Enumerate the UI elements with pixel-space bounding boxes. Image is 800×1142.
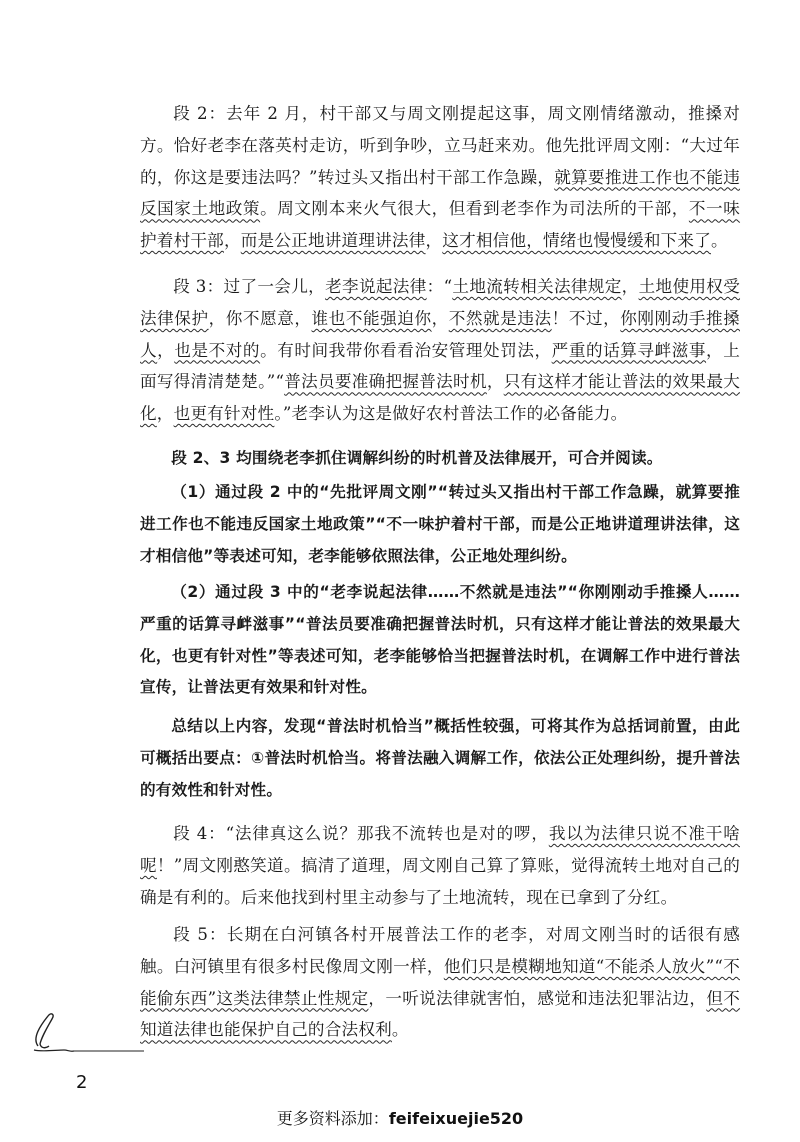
text-run: ， (157, 340, 175, 360)
wavy-underlined-text: 而是公正地讲道理讲法律 (240, 231, 426, 251)
text-run: 。 (711, 231, 728, 251)
text-run: 段 3：过了一会儿， (173, 277, 326, 296)
text-run: 段 5：长期在白河镇各村开展普法工作的老李，对周文刚当时的话很有感触。白河镇里有很多村民像周文刚一样， (140, 925, 740, 976)
page-number: 2 (76, 1072, 88, 1093)
text-run: ！”周文刚憨笑道。搞清了道理，周文刚自己算了算账，觉得流转土地对自己的确是有利的。后来他找到村里主动参与了土地流转，现在已拿到了分红。 (140, 855, 741, 907)
text-run: ，你不愿意， (208, 308, 312, 328)
text-run: 。有时间我带你看看治安管理处罚法， (260, 340, 552, 360)
wavy-underlined-text: 我以为法律只说不准干啥呢 (140, 824, 740, 875)
wavy-underlined-text: 谁也不能强迫你 (311, 308, 432, 328)
analysis-point-1: （1）通过段 2 中的“先批评周文刚”“转过头又指出村干部工作急躁，就算要推进工作也不能违反国家土地政策”“不一味护着村干部，而是公正地讲道理讲法律，这才相信他”等表述可知，老李能够依照法律，公正地处理纠纷。 (140, 483, 740, 565)
text-run: ！不过， (551, 308, 621, 328)
wavy-underlined-text: 也更有针对性 (173, 404, 275, 424)
wavy-underlined-text: 他们只是模糊地知道“不能杀人放火”“不能偷东西”这类法律禁止性规定 (140, 956, 740, 1008)
wavy-underlined-text: 你刚刚动手推搡人 (140, 308, 740, 360)
text-run: ， (431, 308, 449, 328)
wavy-underlined-text: 严重的话算寻衅滋事 (551, 340, 707, 360)
analysis-intro: 段 2、3 均围绕老李抓住调解纠纷的时机普及法律展开，可合并阅读。 (171, 449, 663, 467)
wavy-underlined-text: 但不知道法律也能保护自己的合法权利 (140, 988, 741, 1040)
text-run: ，上面写得清清楚楚。”“ (140, 340, 740, 392)
text-run: ， (486, 372, 504, 392)
wavy-underlined-text: 不然就是违法 (448, 308, 552, 328)
text-run: 段 2：去年 2 月，村干部又与周文刚提起这事，周文刚情绪激动，推搡对方。恰好老李在落英村走访，听到争吵，立马赶来劝。他先批评周文刚：“大过年的，你这是要违法吗？”转过头又指出村干部工作急躁， (140, 104, 740, 187)
paragraph-2 (140, 98, 740, 257)
text-run: 。”老李认为这是做好农村普法工作的必备能力。 (274, 404, 628, 424)
wavy-underlined-text: 普法员要准确把握普法时机 (284, 372, 487, 392)
wavy-underlined-text: 老李说起法律 (325, 277, 427, 296)
wavy-underlined-text: 土地使用权受法律保护 (140, 277, 741, 328)
summary-paragraph: 总结以上内容，发现“普法时机恰当”概括性较强，可将其作为总括词前置，由此可概括出要点：①普法时机恰当。将普法融入调解工作，依法公正处理纠纷，提升普法的有效性和针对性。 (140, 717, 740, 799)
analysis-point-2: （2）通过段 3 中的“老李说起法律……不然就是违法”“你刚刚动手推搡人……严重的话算寻衅滋事”“普法员要准确把握普法时机，只有这样才能让普法的效果最大化，也更有针对性”等表述可知，老李能够恰当把握普法时机，在调解工作中进行普法宣传，让普法更有效果和针对性。 (140, 583, 740, 697)
footer-label: 更多资料添加： (276, 1109, 389, 1128)
paragraph-3 (140, 271, 740, 430)
wavy-underlined-text: 不一味护着村干部 (140, 199, 741, 251)
text-run: 。 (391, 1020, 409, 1040)
wavy-underlined-text: 这才相信他，情绪也慢慢缓和下来了 (442, 231, 711, 251)
text-run: ：“ (426, 277, 453, 296)
wavy-underlined-text: 只有这样才能让普法的效果最大化 (140, 372, 740, 424)
pen-note-icon (26, 1008, 146, 1056)
footer-contact-id: feifeixuejie520 (388, 1109, 524, 1128)
paragraph-5 (140, 919, 740, 1046)
text-run: ， (621, 277, 639, 296)
text-run: 。周文刚本来火气很大，但看到老李作为司法所的干部， (260, 199, 689, 219)
paragraph-4 (140, 818, 740, 913)
text-run: ，一听说法律就害怕，感觉和违法犯罪沾边， (368, 988, 707, 1008)
wavy-underlined-text: 也是不对的 (174, 340, 261, 360)
text-run: ， (223, 231, 241, 251)
wavy-underlined-text: 土地流转相关法律规定 (452, 277, 622, 296)
text-run: ， (156, 404, 174, 424)
wavy-underlined-text: 就算要推进工作也不能违反国家土地政策 (140, 167, 741, 219)
footer-contact (0, 1106, 800, 1129)
text-run: 段 4：“法律真这么说？那我不流转也是对的啰， (173, 824, 549, 843)
text-run: ， (425, 231, 443, 251)
